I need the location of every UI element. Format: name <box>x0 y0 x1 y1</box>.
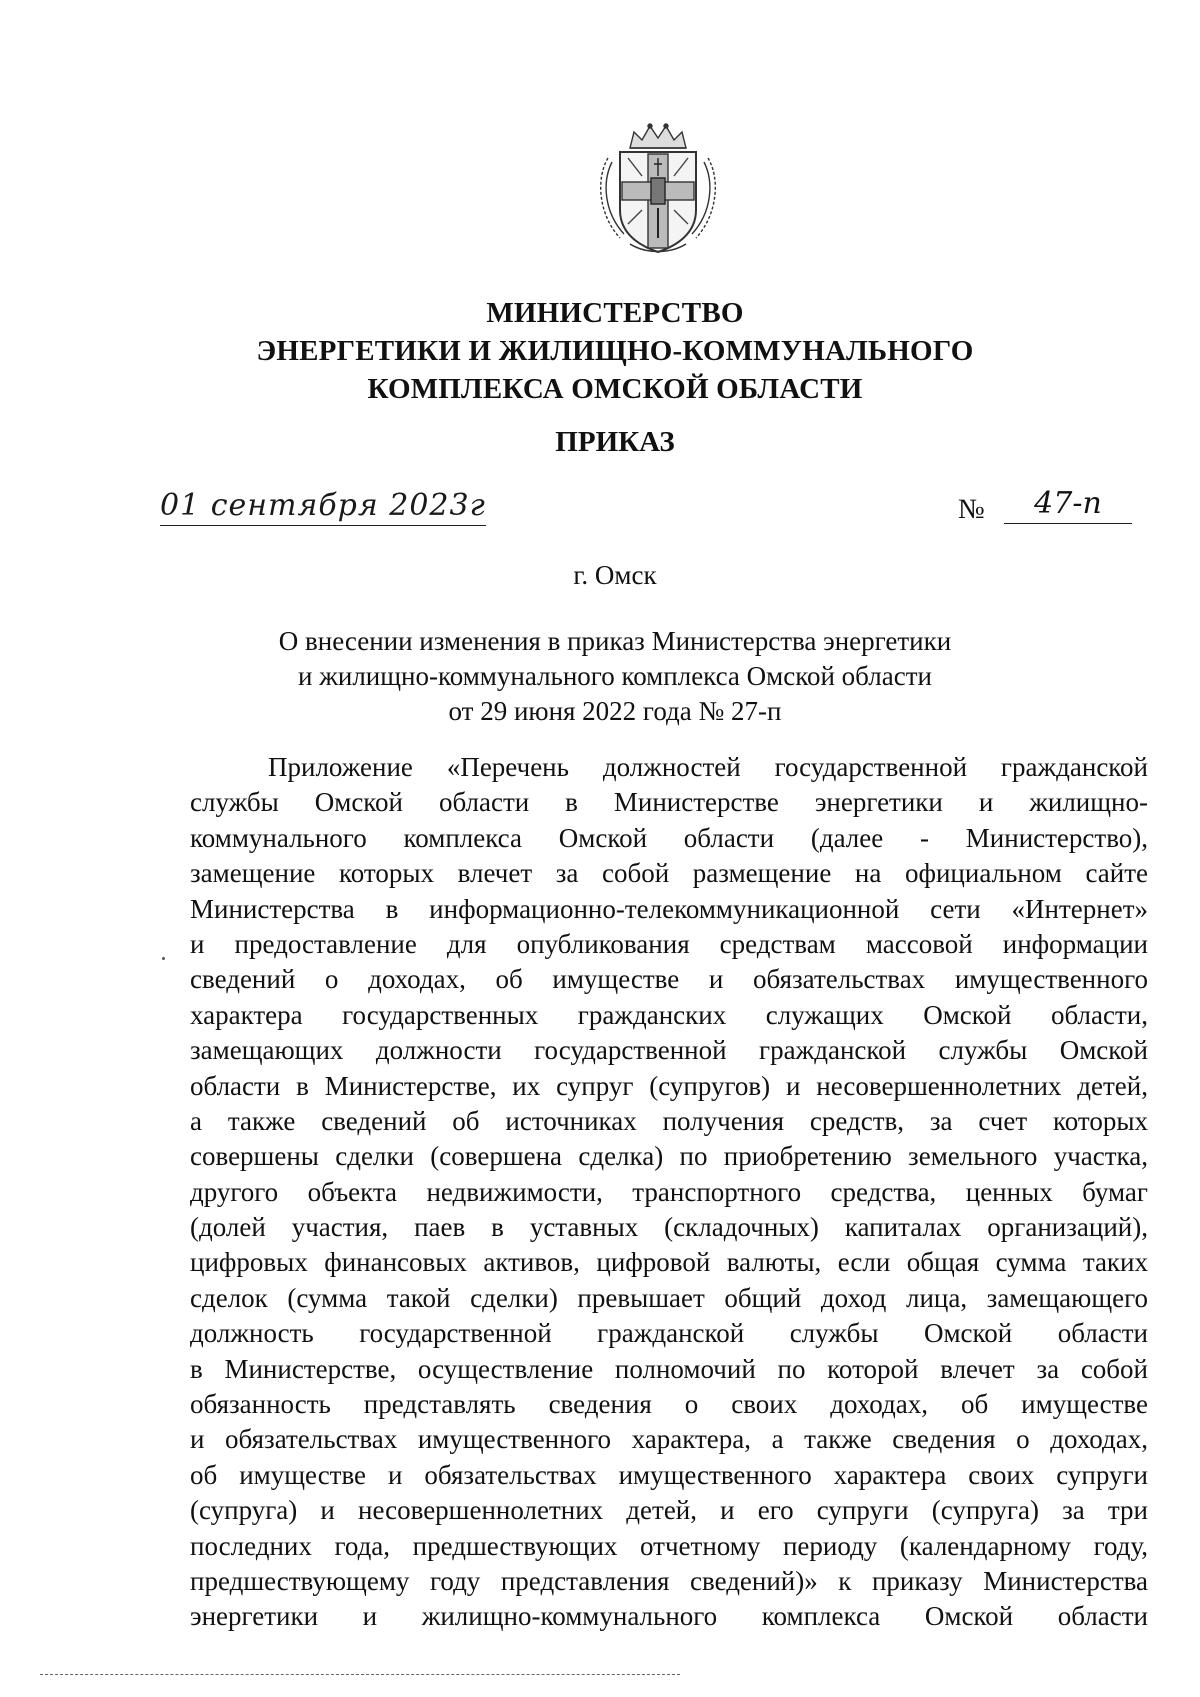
body-line: Приложение «Перечень должностей государственной гражданской <box>268 752 1148 782</box>
ministry-line-1: МИНИСТЕРСТВО <box>486 297 744 329</box>
body-line: энергетики и жилищно-коммунального комплекса Омской области <box>190 1601 1148 1632</box>
body-line: должность государственной гражданской службы Омской области <box>190 1318 1148 1349</box>
body-line: области в Министерстве, их супруг (супругов) и несовершеннолетних детей, <box>190 1070 1148 1101</box>
ministry-line-2: ЭНЕРГЕТИКИ И ЖИЛИЩНО-КОММУНАЛЬНОГО <box>256 335 974 367</box>
handwritten-number: 47-п <box>1004 486 1132 524</box>
subject-line: от 29 июня 2022 года № 27-п <box>448 696 782 726</box>
body-line: об имуществе и обязательствах имущественного характера своих супруги <box>190 1459 1148 1490</box>
body-line: замещающих должности государственной гражданской службы Омской <box>190 1035 1148 1066</box>
body-line: службы Омской области в Министерстве энергетики и жилищно- <box>190 787 1148 818</box>
body-line: другого объекта недвижимости, транспортного средства, ценных бумаг <box>190 1176 1148 1207</box>
handwritten-date: 01 сентября 2023г <box>160 488 486 526</box>
body-line: совершены сделки (совершена сделка) по приобретению земельного участка, <box>190 1141 1148 1172</box>
footer-divider <box>40 1674 680 1675</box>
body-line: а также сведений об источниках получения средств, за счет которых <box>190 1105 1148 1136</box>
body-line: последних года, предшествующих отчетному периоду (календарному году, <box>190 1530 1148 1561</box>
subject-line: О внесении изменения в приказ Министерства энергетики <box>278 626 952 656</box>
body-line: (долей участия, паев в уставных (складочных) капиталах организаций), <box>190 1212 1148 1243</box>
body-line: предшествующему году представления сведений)» к приказу Министерства <box>190 1565 1148 1596</box>
body-line: сведений о доходах, об имуществе и обязательствах имущественного <box>190 964 1148 995</box>
body-line: сделок (сумма такой сделки) превышает общий доход лица, замещающего <box>190 1282 1148 1313</box>
coat-of-arms-icon <box>590 118 726 258</box>
body-line: Министерства в информационно-телекоммуникационной сети «Интернет» <box>190 893 1148 924</box>
ministry-name <box>0 294 1200 408</box>
ministry-line-3: КОМПЛЕКСА ОМСКОЙ ОБЛАСТИ <box>367 373 863 405</box>
body-line: и предоставление для опубликования средствам массовой информации <box>190 928 1148 959</box>
subject-line: и жилищно-коммунального комплекса Омской области <box>298 661 932 691</box>
body-paragraph <box>190 750 1148 1635</box>
body-line: замещение которых влечет за собой размещение на официальном сайте <box>190 858 1148 889</box>
body-line: в Министерстве, осуществление полномочий по которой влечет за собой <box>190 1353 1148 1384</box>
document-type: ПРИКАЗ <box>555 426 675 458</box>
body-line: (супруга) и несовершеннолетних детей, и его супруги (супруга) за три <box>190 1495 1148 1526</box>
order-subject <box>0 624 1200 729</box>
body-line: цифровых финансовых активов, цифровой валюты, если общая сумма таких <box>190 1247 1148 1278</box>
scan-speck <box>162 957 165 960</box>
body-line: и обязательствах имущественного характера, а также сведения о доходах, <box>190 1424 1148 1455</box>
number-label: № <box>958 494 985 525</box>
body-line: характера государственных гражданских служащих Омской области, <box>190 999 1148 1030</box>
body-line: обязанность представлять сведения о своих доходах, об имуществе <box>190 1389 1148 1420</box>
body-line: коммунального комплекса Омской области (далее - Министерство), <box>190 822 1148 853</box>
city: г. Омск <box>573 560 657 590</box>
